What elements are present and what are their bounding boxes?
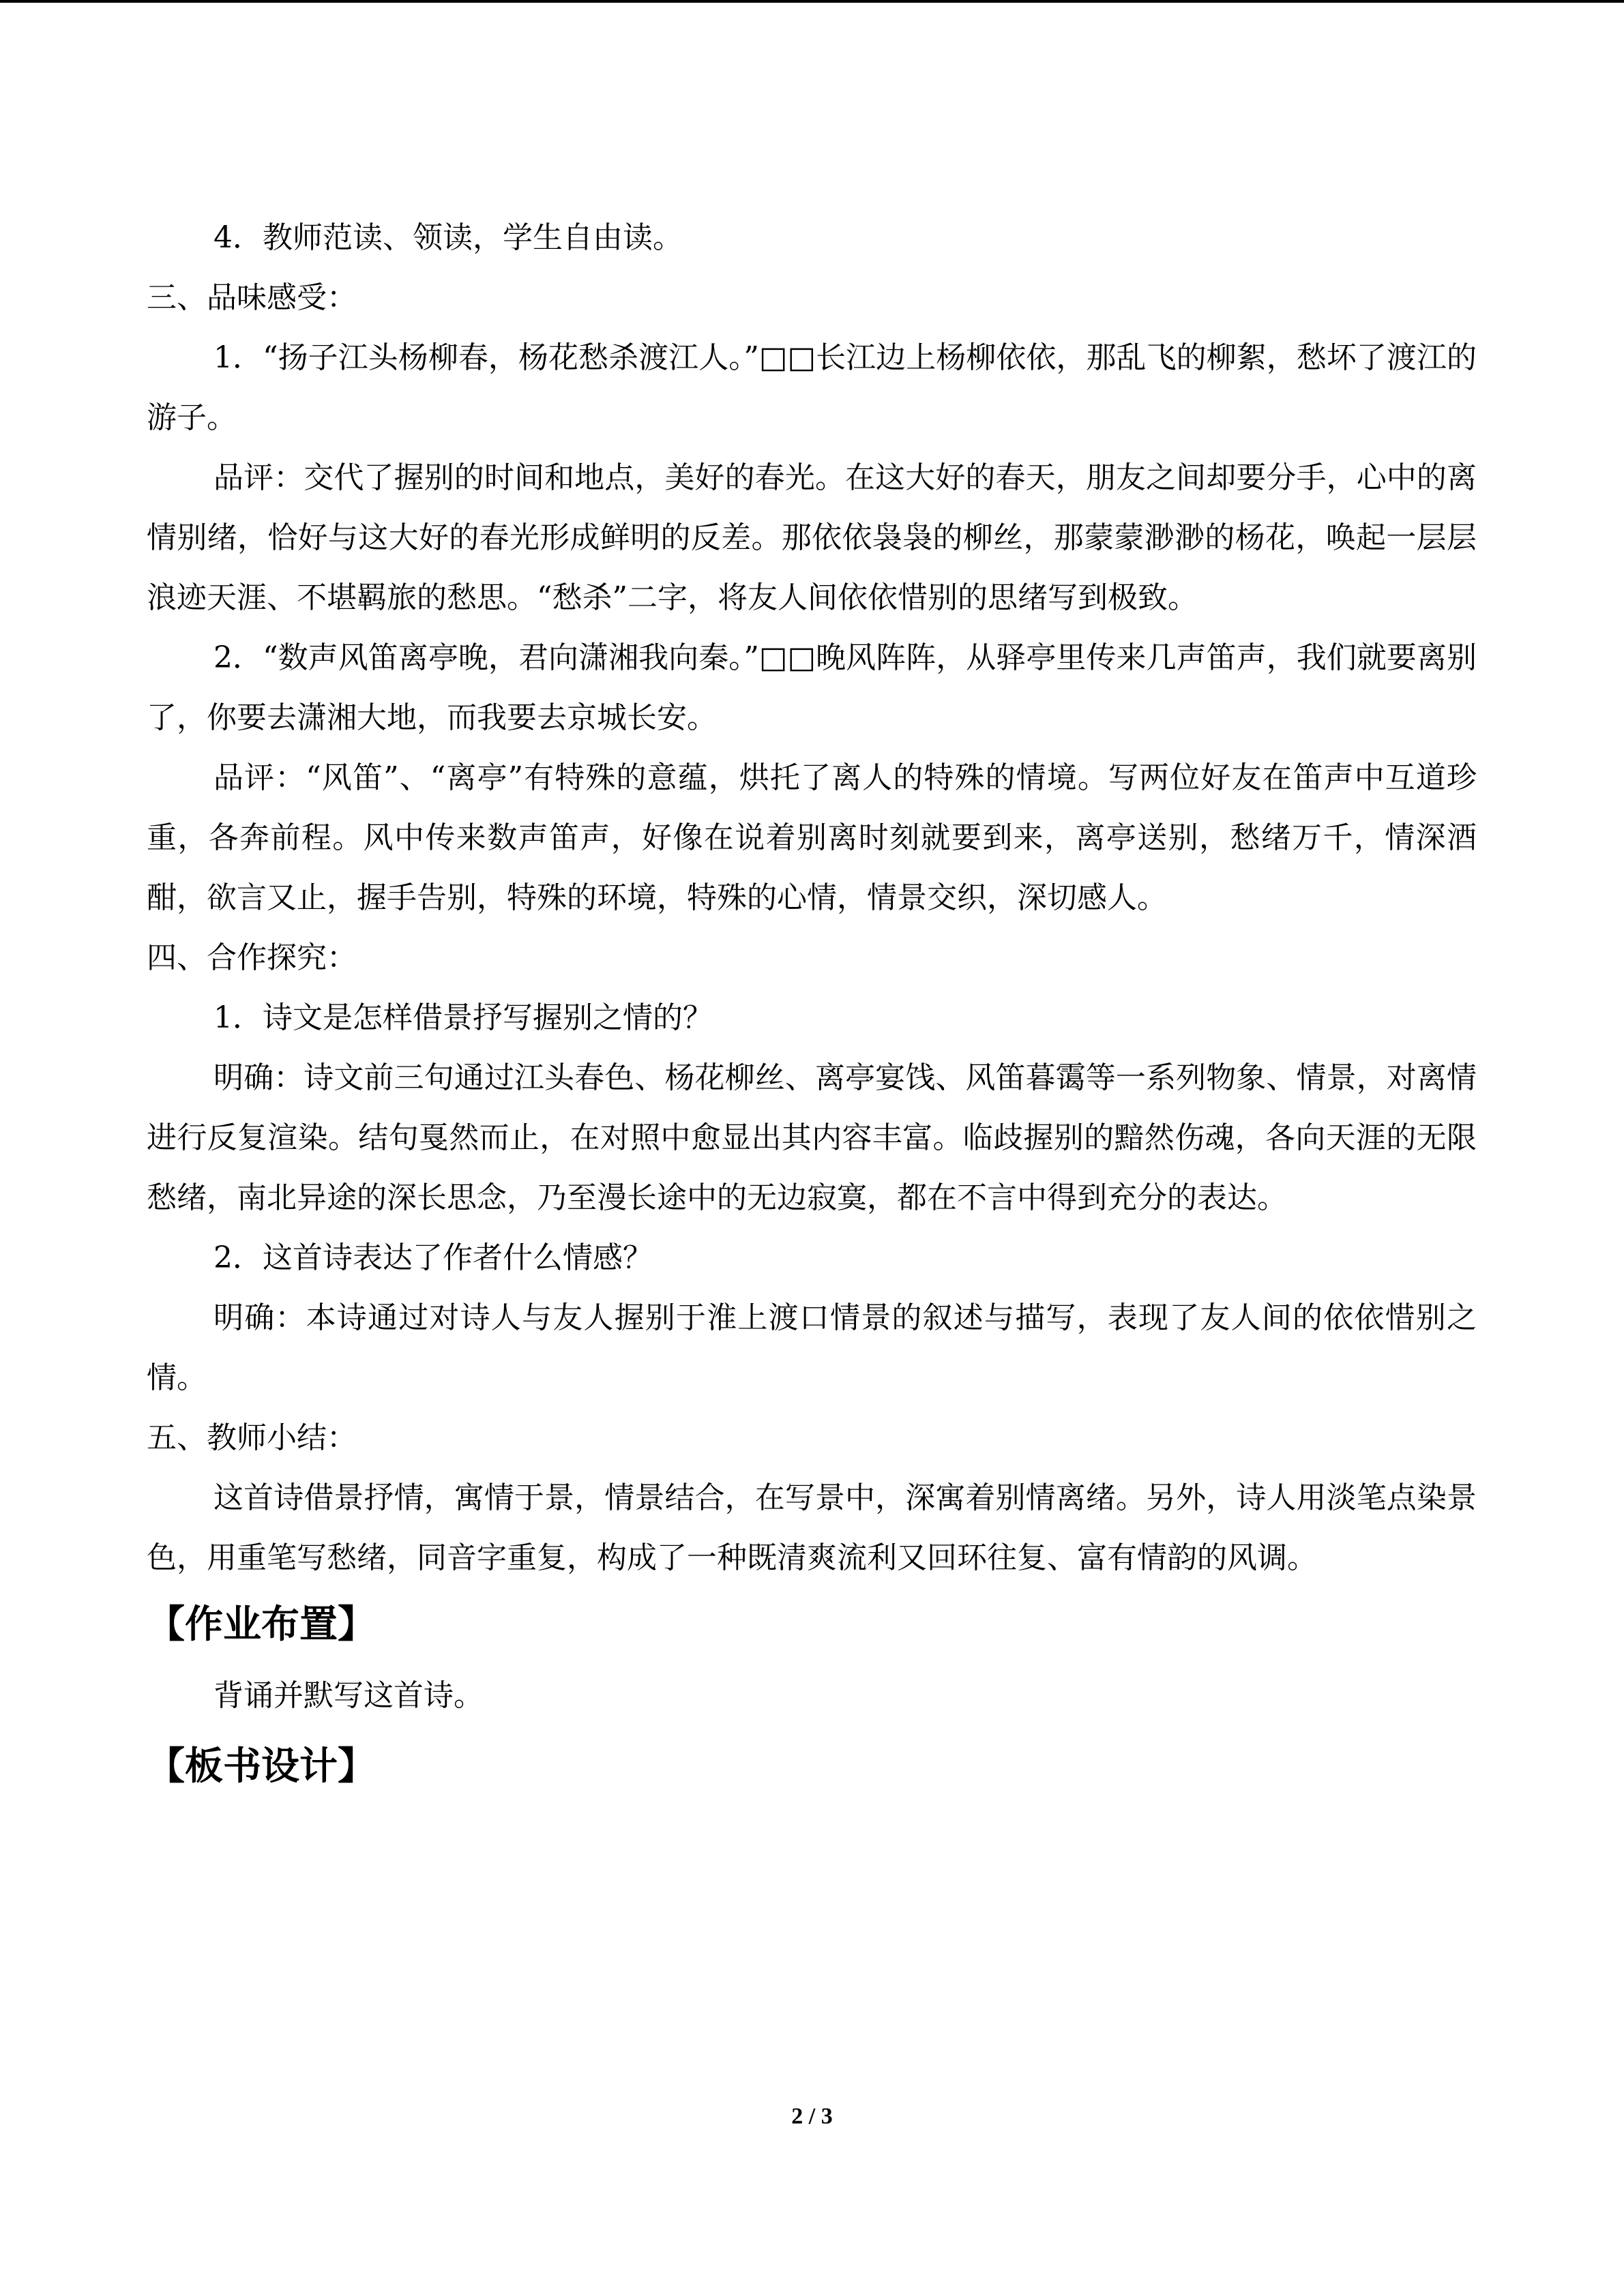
page-content xyxy=(147,208,1477,1804)
section-4-answer-2: 明确：本诗通过对诗人与友人握别于淮上渡口情景的叙述与描写，表现了友人间的依依惜别之情。 xyxy=(147,1300,1477,1395)
homework-text: 背诵并默写这首诗。 xyxy=(213,1678,484,1713)
homework-heading: 【作业布置】 xyxy=(147,1602,376,1647)
section-3-item-2: 2．“数声风笛离亭晚，君向潇湘我向秦。”□□晚风阵阵，从驿亭里传来几声笛声，我们就要离别了，你要去潇湘大地，而我要去京城长安。 xyxy=(147,640,1477,735)
step-4-text: 4．教师范读、领读，学生自由读。 xyxy=(213,220,683,255)
section-5-heading: 五、教师小结： xyxy=(147,1420,357,1455)
section-3-comment-2: 品评：“风笛”、“离亭”有特殊的意蕴，烘托了离人的特殊的情境。写两位好友在笛声中互道珍重，各奔前程。风中传来数声笛声，好像在说着别离时刻就要到来，离亭送别，愁绪万千，情深酒酣，欲言又止，握手告别，特殊的环境，特殊的心情，情景交织，深切感人。 xyxy=(147,760,1477,915)
section-4-answer-1: 明确：诗文前三句通过江头春色、杨花柳丝、离亭宴饯、风笛暮霭等一系列物象、情景，对离情进行反复渲染。结句戛然而止，在对照中愈显出其内容丰富。临歧握别的黯然伤魂，各向天涯的无限愁绪，南北异途的深长思念，乃至漫长途中的无边寂寞，都在不言中得到充分的表达。 xyxy=(147,1060,1477,1215)
section-5-summary: 这首诗借景抒情，寓情于景，情景结合，在写景中，深寓着别情离绪。另外，诗人用淡笔点染景色，用重笔写愁绪，同音字重复，构成了一种既清爽流利又回环往复、富有情韵的风调。 xyxy=(147,1480,1477,1575)
section-4-question-1: 1．诗文是怎样借景抒写握别之情的？ xyxy=(213,1000,713,1035)
section-3-item-1: 1．“扬子江头杨柳春，杨花愁杀渡江人。”□□长江边上杨柳依依，那乱飞的柳絮，愁坏了渡江的游子。 xyxy=(147,340,1477,435)
section-3-heading: 三、品味感受： xyxy=(147,280,357,315)
section-4-question-2: 2．这首诗表达了作者什么情感？ xyxy=(213,1240,653,1275)
board-design-heading: 【板书设计】 xyxy=(147,1744,376,1789)
section-3-comment-1: 品评：交代了握别的时间和地点，美好的春光。在这大好的春天，朋友之间却要分手，心中的离情别绪，恰好与这大好的春光形成鲜明的反差。那依依袅袅的柳丝，那蒙蒙渺渺的杨花，唤起一层层浪迹天涯、不堪羁旅的愁思。“愁杀”二字，将友人间依依惜别的思绪写到极致。 xyxy=(147,460,1477,615)
top-border-line xyxy=(0,0,1624,3)
section-4-heading: 四、合作探究： xyxy=(147,940,357,975)
page-number: 2 / 3 xyxy=(791,2104,833,2129)
